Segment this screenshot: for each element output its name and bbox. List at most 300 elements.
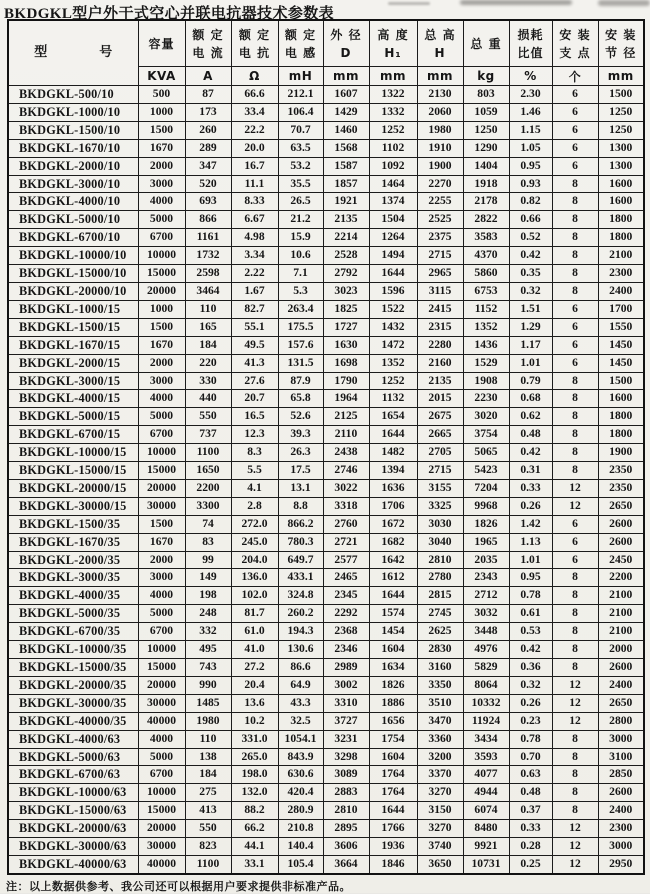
column-header-3: 额 定 电 抗 [231, 20, 278, 67]
table-row [8, 784, 644, 802]
model-cell: BKDGKL-6700/35 [8, 623, 138, 641]
value-cell: 1596 [369, 282, 417, 300]
value-cell: 1650 [185, 462, 231, 480]
model-cell: BKDGKL-30000/15 [8, 497, 138, 515]
value-cell: 433.1 [278, 569, 323, 587]
value-cell: 132.0 [231, 784, 278, 802]
value-cell: 1600 [598, 175, 644, 193]
value-cell: 1322 [369, 86, 417, 104]
value-cell: 8 [552, 623, 598, 641]
scan-artifact [598, 0, 650, 6]
value-cell: 15000 [138, 462, 185, 480]
value-cell: 2712 [463, 587, 509, 605]
value-cell: 2100 [598, 587, 644, 605]
value-cell: 86.6 [278, 659, 323, 677]
model-cell: BKDGKL-2000/15 [8, 354, 138, 372]
value-cell: 16.5 [231, 408, 278, 426]
value-cell: 30000 [138, 838, 185, 856]
value-cell: 1.67 [231, 282, 278, 300]
value-cell: 324.8 [278, 587, 323, 605]
value-cell: 12 [552, 694, 598, 712]
value-cell: 1900 [598, 444, 644, 462]
value-cell: 3155 [417, 479, 463, 497]
value-cell: 2675 [417, 408, 463, 426]
value-cell: 265.0 [231, 748, 278, 766]
value-cell: 0.66 [509, 211, 552, 229]
value-cell: 74 [185, 515, 231, 533]
value-cell: 0.33 [509, 479, 552, 497]
value-cell: 245.0 [231, 533, 278, 551]
value-cell: 3002 [323, 676, 369, 694]
value-cell: 12 [552, 855, 598, 873]
model-cell: BKDGKL-30000/63 [8, 838, 138, 856]
value-cell: 1568 [323, 139, 369, 157]
value-cell: 1161 [185, 229, 231, 247]
value-cell: 6 [552, 336, 598, 354]
value-cell: 2989 [323, 659, 369, 677]
value-cell: 15000 [138, 265, 185, 283]
value-cell: 5423 [463, 462, 509, 480]
table-row [8, 497, 644, 515]
value-cell: 17.5 [278, 462, 323, 480]
value-cell: 6700 [138, 766, 185, 784]
value-cell: 83 [185, 533, 231, 551]
value-cell: 1352 [369, 354, 417, 372]
value-cell: 2300 [598, 820, 644, 838]
value-cell: 10731 [463, 855, 509, 873]
value-cell: 3022 [323, 479, 369, 497]
value-cell: 0.23 [509, 712, 552, 730]
value-cell: 2822 [463, 211, 509, 229]
value-cell: 21.2 [278, 211, 323, 229]
value-cell: 198 [185, 587, 231, 605]
value-cell: 280.9 [278, 802, 323, 820]
table-row [8, 354, 644, 372]
value-cell: 1000 [138, 300, 185, 318]
table-row [8, 569, 644, 587]
value-cell: 12 [552, 712, 598, 730]
value-cell: 866.2 [278, 515, 323, 533]
value-cell: 20000 [138, 282, 185, 300]
value-cell: 20000 [138, 820, 185, 838]
value-cell: 550 [185, 820, 231, 838]
value-cell: 0.79 [509, 372, 552, 390]
value-cell: 0.68 [509, 390, 552, 408]
value-cell: 1.29 [509, 318, 552, 336]
value-cell: 3740 [417, 838, 463, 856]
table-row [8, 229, 644, 247]
model-cell: BKDGKL-15000/15 [8, 462, 138, 480]
value-cell: 1100 [185, 855, 231, 873]
value-cell: 0.26 [509, 497, 552, 515]
value-cell: 2343 [463, 569, 509, 587]
value-cell: 3150 [417, 802, 463, 820]
value-cell: 43.3 [278, 694, 323, 712]
value-cell: 27.2 [231, 659, 278, 677]
value-cell: 2100 [598, 605, 644, 623]
value-cell: 1.01 [509, 551, 552, 569]
table-row [8, 121, 644, 139]
value-cell: 2600 [598, 515, 644, 533]
value-cell: 1.46 [509, 103, 552, 121]
value-cell: 866 [185, 211, 231, 229]
value-cell: 12 [552, 838, 598, 856]
value-cell: 1.05 [509, 139, 552, 157]
column-header-10: 安 装 支 点 [552, 20, 598, 67]
value-cell: 16.7 [231, 157, 278, 175]
value-cell: 1500 [138, 121, 185, 139]
table-row [8, 623, 644, 641]
value-cell: 30000 [138, 497, 185, 515]
model-cell: BKDGKL-3000/35 [8, 569, 138, 587]
value-cell: 3318 [323, 497, 369, 515]
value-cell: 64.9 [278, 676, 323, 694]
value-cell: 2178 [463, 193, 509, 211]
table-row [8, 247, 644, 265]
value-cell: 0.78 [509, 587, 552, 605]
value-cell: 2715 [417, 462, 463, 480]
value-cell: 6753 [463, 282, 509, 300]
value-cell: 3298 [323, 748, 369, 766]
model-cell: BKDGKL-15000/63 [8, 802, 138, 820]
value-cell: 1980 [185, 712, 231, 730]
value-cell: 6700 [138, 229, 185, 247]
value-cell: 41.3 [231, 354, 278, 372]
value-cell: 10000 [138, 784, 185, 802]
value-cell: 1500 [138, 515, 185, 533]
value-cell: 10.2 [231, 712, 278, 730]
value-cell: 1764 [369, 766, 417, 784]
value-cell: 65.8 [278, 390, 323, 408]
value-cell: 27.6 [231, 372, 278, 390]
model-cell: BKDGKL-5000/15 [8, 408, 138, 426]
value-cell: 30000 [138, 694, 185, 712]
table-row [8, 408, 644, 426]
value-cell: 420.4 [278, 784, 323, 802]
value-cell: 10000 [138, 641, 185, 659]
model-cell: BKDGKL-10000/63 [8, 784, 138, 802]
value-cell: 9968 [463, 497, 509, 515]
table-row [8, 444, 644, 462]
value-cell: 6 [552, 515, 598, 533]
value-cell: 11924 [463, 712, 509, 730]
model-cell: BKDGKL-40000/63 [8, 855, 138, 873]
model-cell: BKDGKL-4000/10 [8, 193, 138, 211]
value-cell: 1644 [369, 426, 417, 444]
value-cell: 6 [552, 300, 598, 318]
value-cell: 131.5 [278, 354, 323, 372]
value-cell: 0.36 [509, 659, 552, 677]
table-row [8, 157, 644, 175]
value-cell: 1.15 [509, 121, 552, 139]
value-cell: 2577 [323, 551, 369, 569]
table-row [8, 318, 644, 336]
value-cell: 8 [552, 784, 598, 802]
value-cell: 3270 [417, 784, 463, 802]
value-cell: 10000 [138, 444, 185, 462]
value-cell: 8480 [463, 820, 509, 838]
value-cell: 1.42 [509, 515, 552, 533]
table-row [8, 730, 644, 748]
value-cell: 0.63 [509, 766, 552, 784]
value-cell: 204.0 [231, 551, 278, 569]
value-cell: 12 [552, 676, 598, 694]
value-cell: 0.48 [509, 426, 552, 444]
value-cell: 500 [138, 86, 185, 104]
column-unit-10: 个 [552, 67, 598, 86]
column-header-1: 容量 [138, 20, 185, 67]
value-cell: 4000 [138, 587, 185, 605]
value-cell: 2792 [323, 265, 369, 283]
value-cell: 1706 [369, 497, 417, 515]
value-cell: 0.53 [509, 623, 552, 641]
value-cell: 3510 [417, 694, 463, 712]
footnote: 注：以上数据供参考、我公司还可以根据用户要求提供非标准产品。 [6, 879, 351, 893]
table-row [8, 211, 644, 229]
value-cell: 3100 [598, 748, 644, 766]
value-cell: 1550 [598, 318, 644, 336]
value-cell: 1800 [598, 426, 644, 444]
value-cell: 2746 [323, 462, 369, 480]
value-cell: 1132 [369, 390, 417, 408]
value-cell: 5829 [463, 659, 509, 677]
value-cell: 3310 [323, 694, 369, 712]
value-cell: 2200 [185, 479, 231, 497]
value-cell: 1910 [417, 139, 463, 157]
value-cell: 2100 [598, 247, 644, 265]
model-cell: BKDGKL-6700/63 [8, 766, 138, 784]
value-cell: 1682 [369, 533, 417, 551]
value-cell: 1700 [598, 300, 644, 318]
value-cell: 20.7 [231, 390, 278, 408]
value-cell: 1394 [369, 462, 417, 480]
value-cell: 2650 [598, 694, 644, 712]
value-cell: 495 [185, 641, 231, 659]
value-cell: 8064 [463, 676, 509, 694]
value-cell: 1900 [417, 157, 463, 175]
table-row [8, 533, 644, 551]
value-cell: 1612 [369, 569, 417, 587]
table-row [8, 103, 644, 121]
value-cell: 1800 [598, 408, 644, 426]
value-cell: 49.5 [231, 336, 278, 354]
value-cell: 0.62 [509, 408, 552, 426]
model-cell: BKDGKL-40000/35 [8, 712, 138, 730]
value-cell: 7204 [463, 479, 509, 497]
value-cell: 12.3 [231, 426, 278, 444]
value-cell: 2035 [463, 551, 509, 569]
table-row [8, 605, 644, 623]
value-cell: 0.42 [509, 641, 552, 659]
value-cell: 1472 [369, 336, 417, 354]
value-cell: 3023 [323, 282, 369, 300]
value-cell: 0.93 [509, 175, 552, 193]
table-row [8, 265, 644, 283]
value-cell: 289 [185, 139, 231, 157]
value-cell: 1252 [369, 372, 417, 390]
value-cell: 3754 [463, 426, 509, 444]
value-cell: 1644 [369, 802, 417, 820]
value-cell: 173 [185, 103, 231, 121]
value-cell: 3593 [463, 748, 509, 766]
value-cell: 2465 [323, 569, 369, 587]
value-cell: 20000 [138, 479, 185, 497]
value-cell: 2800 [598, 712, 644, 730]
value-cell: 15000 [138, 659, 185, 677]
value-cell: 780.3 [278, 533, 323, 551]
value-cell: 1604 [369, 748, 417, 766]
value-cell: 2965 [417, 265, 463, 283]
value-cell: 0.95 [509, 157, 552, 175]
value-cell: 1886 [369, 694, 417, 712]
value-cell: 53.2 [278, 157, 323, 175]
value-cell: 1604 [369, 641, 417, 659]
value-cell: 8 [552, 605, 598, 623]
value-cell: 2280 [417, 336, 463, 354]
table-row [8, 641, 644, 659]
value-cell: 165 [185, 318, 231, 336]
value-cell: 2810 [417, 551, 463, 569]
column-unit-2: A [185, 67, 231, 86]
value-cell: 3360 [417, 730, 463, 748]
value-cell: 1429 [323, 103, 369, 121]
value-cell: 1727 [323, 318, 369, 336]
value-cell: 2000 [138, 354, 185, 372]
value-cell: 8 [552, 730, 598, 748]
column-unit-6: mm [369, 67, 417, 86]
column-unit-1: KVA [138, 67, 185, 86]
column-header-5: 外 径 D [323, 20, 369, 67]
value-cell: 260 [185, 121, 231, 139]
value-cell: 61.0 [231, 623, 278, 641]
table-row [8, 766, 644, 784]
model-cell: BKDGKL-2000/35 [8, 551, 138, 569]
value-cell: 330 [185, 372, 231, 390]
model-cell: BKDGKL-5000/63 [8, 748, 138, 766]
value-cell: 440 [185, 390, 231, 408]
value-cell: 2830 [417, 641, 463, 659]
value-cell: 1965 [463, 533, 509, 551]
value-cell: 66.6 [231, 86, 278, 104]
value-cell: 2230 [463, 390, 509, 408]
model-cell: BKDGKL-10000/10 [8, 247, 138, 265]
table-row [8, 479, 644, 497]
page-title: BKDGKL型户外干式空心并联电抗器技术参数表 [4, 6, 335, 22]
value-cell: 1964 [323, 390, 369, 408]
value-cell: 6 [552, 103, 598, 121]
value-cell: 1102 [369, 139, 417, 157]
value-cell: 4370 [463, 247, 509, 265]
value-cell: 8 [552, 426, 598, 444]
value-cell: 8.33 [231, 193, 278, 211]
model-cell: BKDGKL-6700/10 [8, 229, 138, 247]
table-row [8, 587, 644, 605]
value-cell: 1500 [598, 86, 644, 104]
table-row [8, 193, 644, 211]
value-cell: 6700 [138, 426, 185, 444]
value-cell: 1092 [369, 157, 417, 175]
table-row [8, 694, 644, 712]
value-cell: 0.32 [509, 676, 552, 694]
column-unit-11: mm [598, 67, 644, 86]
column-header-9: 损耗 比值 [509, 20, 552, 67]
value-cell: 2598 [185, 265, 231, 283]
model-cell: BKDGKL-1000/10 [8, 103, 138, 121]
value-cell: 0.28 [509, 838, 552, 856]
value-cell: 1264 [369, 229, 417, 247]
value-cell: 6 [552, 551, 598, 569]
value-cell: 2350 [598, 479, 644, 497]
value-cell: 2528 [323, 247, 369, 265]
table-row [8, 838, 644, 856]
value-cell: 1587 [323, 157, 369, 175]
value-cell: 210.8 [278, 820, 323, 838]
value-cell: 2315 [417, 318, 463, 336]
table-header [8, 20, 644, 86]
value-cell: 1460 [323, 121, 369, 139]
value-cell: 184 [185, 336, 231, 354]
value-cell: 3020 [463, 408, 509, 426]
table-row [8, 748, 644, 766]
value-cell: 1825 [323, 300, 369, 318]
value-cell: 737 [185, 426, 231, 444]
value-cell: 6700 [138, 623, 185, 641]
value-cell: 3583 [463, 229, 509, 247]
value-cell: 3300 [185, 497, 231, 515]
value-cell: 106.4 [278, 103, 323, 121]
model-cell: BKDGKL-4000/35 [8, 587, 138, 605]
table-row [8, 820, 644, 838]
value-cell: 1332 [369, 103, 417, 121]
value-cell: 39.3 [278, 426, 323, 444]
table-row [8, 372, 644, 390]
value-cell: 1250 [598, 121, 644, 139]
value-cell: 2000 [138, 157, 185, 175]
value-cell: 26.5 [278, 193, 323, 211]
value-cell: 332 [185, 623, 231, 641]
value-cell: 1698 [323, 354, 369, 372]
model-cell: BKDGKL-500/10 [8, 86, 138, 104]
value-cell: 0.95 [509, 569, 552, 587]
value-cell: 1374 [369, 193, 417, 211]
value-cell: 157.6 [278, 336, 323, 354]
value-cell: 3030 [417, 515, 463, 533]
value-cell: 1790 [323, 372, 369, 390]
value-cell: 1522 [369, 300, 417, 318]
value-cell: 1404 [463, 157, 509, 175]
value-cell: 2525 [417, 211, 463, 229]
value-cell: 10332 [463, 694, 509, 712]
value-cell: 40000 [138, 855, 185, 873]
value-cell: 1636 [369, 479, 417, 497]
value-cell: 0.48 [509, 784, 552, 802]
value-cell: 1656 [369, 712, 417, 730]
value-cell: 0.31 [509, 462, 552, 480]
value-cell: 136.0 [231, 569, 278, 587]
table-row [8, 676, 644, 694]
value-cell: 0.26 [509, 694, 552, 712]
value-cell: 649.7 [278, 551, 323, 569]
value-cell: 2400 [598, 282, 644, 300]
value-cell: 4976 [463, 641, 509, 659]
model-cell: BKDGKL-6700/15 [8, 426, 138, 444]
value-cell: 8 [552, 748, 598, 766]
table-row [8, 86, 644, 104]
table-row [8, 551, 644, 569]
value-cell: 1936 [369, 838, 417, 856]
value-cell: 6.67 [231, 211, 278, 229]
value-cell: 3270 [417, 820, 463, 838]
